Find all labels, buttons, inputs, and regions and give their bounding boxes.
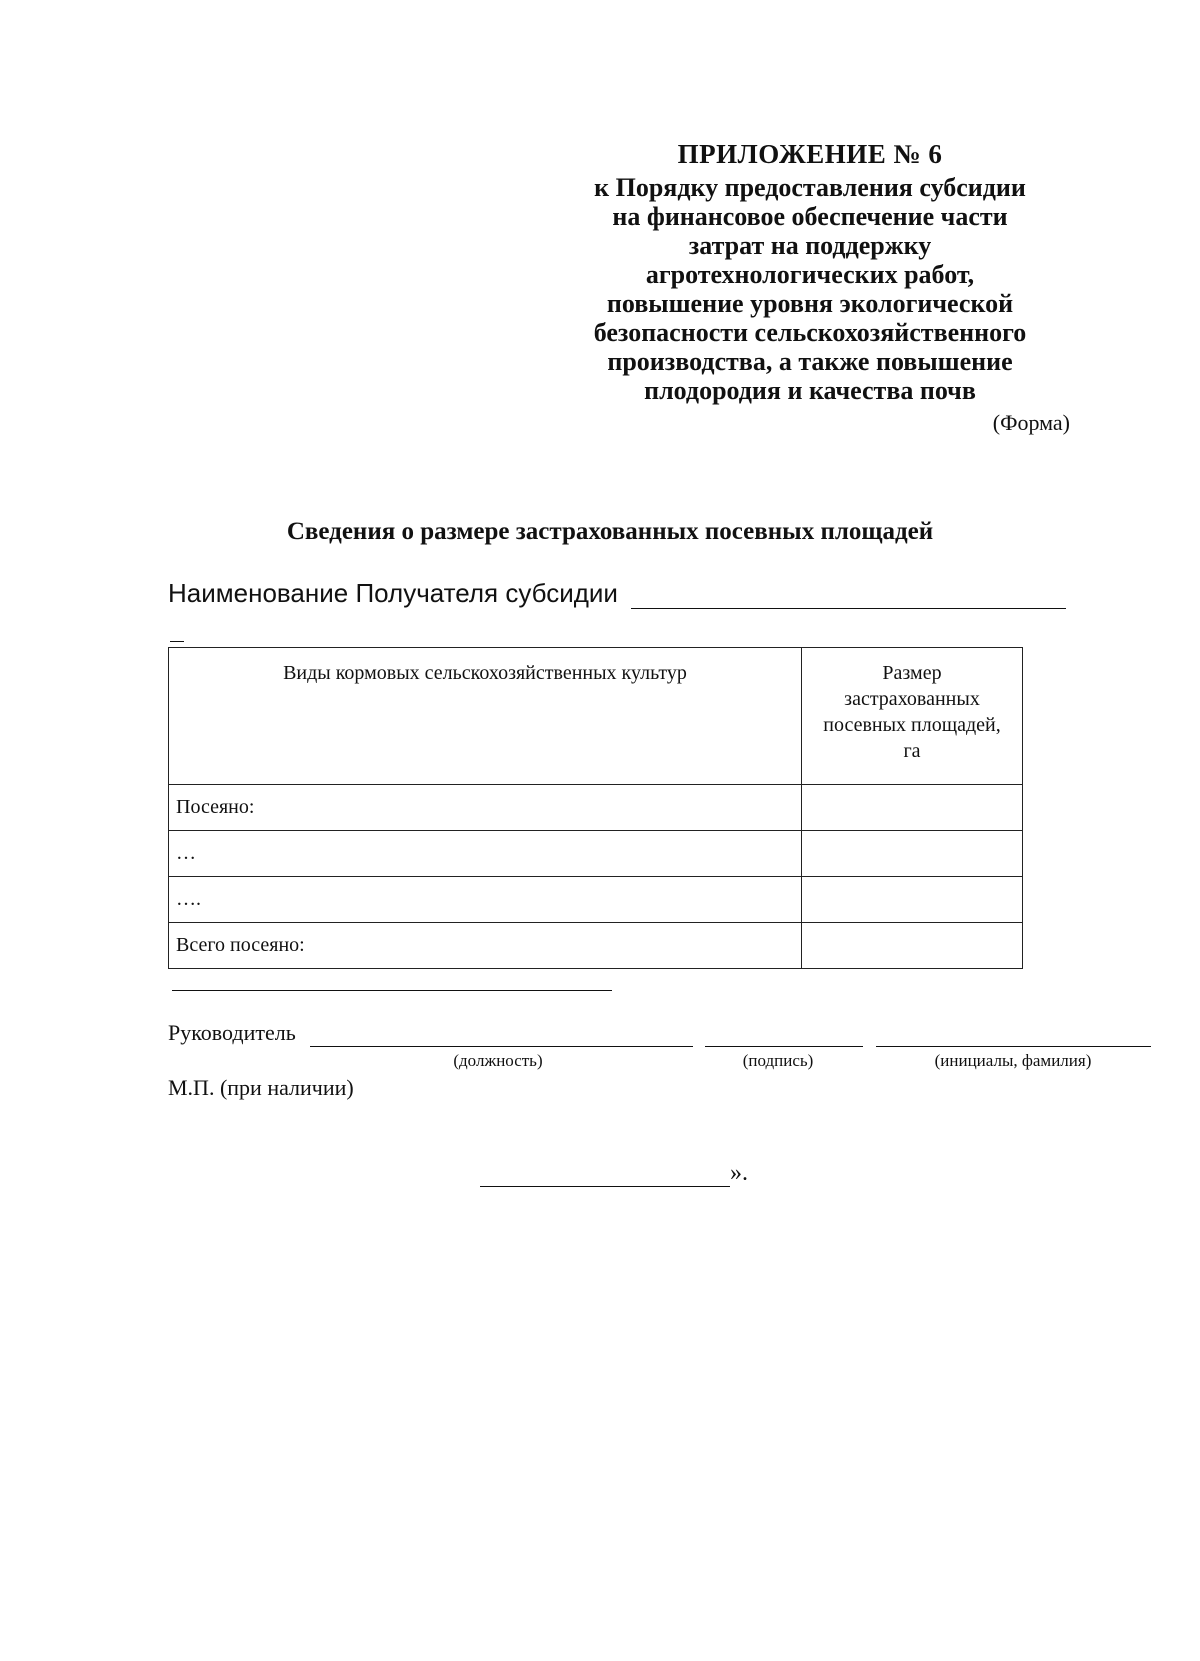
appendix-line: повышение уровня экологической	[606, 289, 1014, 318]
appendix-header	[560, 140, 1060, 405]
signature-label: Руководитель	[168, 1020, 296, 1045]
header-insured-area	[802, 648, 1023, 785]
appendix-line: производства, а также повышение	[607, 347, 1013, 376]
table-row	[169, 877, 1023, 923]
caption-name: (инициалы, фамилия)	[934, 1051, 1092, 1070]
position-blank-line[interactable]	[310, 1020, 693, 1047]
closing-mark: ».	[730, 1160, 748, 1186]
appendix-title: ПРИЛОЖЕНИЕ № 6	[677, 139, 943, 169]
row-area-cell[interactable]	[802, 831, 1023, 877]
table-header-row	[169, 648, 1023, 785]
name-blank-line[interactable]	[876, 1020, 1151, 1047]
row-label: …	[169, 831, 802, 877]
table-row	[169, 923, 1023, 969]
stub-dash	[170, 641, 184, 642]
appendix-line: безопасности сельскохозяйственного	[593, 318, 1027, 347]
row-area-cell[interactable]	[802, 923, 1023, 969]
appendix-line: агротехнологических работ,	[645, 260, 975, 289]
form-mark: (Форма)	[992, 410, 1070, 435]
stamp-note: М.П. (при наличии)	[168, 1075, 354, 1100]
recipient-blank-line[interactable]	[631, 580, 1066, 609]
header-crop-type: Виды кормовых сельскохозяйственных культур	[169, 648, 802, 785]
closing-line	[480, 1160, 748, 1187]
row-label: Всего посеяно:	[169, 923, 802, 969]
header-area-line: га	[903, 740, 921, 762]
header-area-line: посевных площадей,	[823, 714, 1001, 736]
caption-signature: (подпись)	[742, 1051, 814, 1070]
row-label: ….	[169, 877, 802, 923]
recipient-field	[168, 578, 1068, 609]
header-area-line: Размер	[882, 662, 942, 684]
document-title: Сведения о размере застрахованных посевных площадей	[286, 518, 934, 545]
row-label: Посеяно:	[169, 785, 802, 831]
appendix-line: плодородия и качества почв	[644, 376, 976, 405]
appendix-line: к Порядку предоставления субсидии	[594, 173, 1026, 202]
table-row	[169, 785, 1023, 831]
appendix-line: затрат на поддержку	[688, 231, 932, 260]
caption-position: (должность)	[453, 1051, 543, 1070]
closing-blank-line	[480, 1164, 730, 1187]
row-area-cell[interactable]	[802, 877, 1023, 923]
table-row	[169, 831, 1023, 877]
appendix-line: на финансовое обеспечение части	[612, 202, 1008, 231]
crop-area-table	[168, 647, 1023, 969]
header-area-line: застрахованных	[844, 688, 980, 710]
recipient-label: Наименование Получателя субсидии	[168, 578, 618, 608]
footnote-rule	[172, 990, 612, 991]
signature-blank-line[interactable]	[705, 1020, 863, 1047]
row-area-cell[interactable]	[802, 785, 1023, 831]
